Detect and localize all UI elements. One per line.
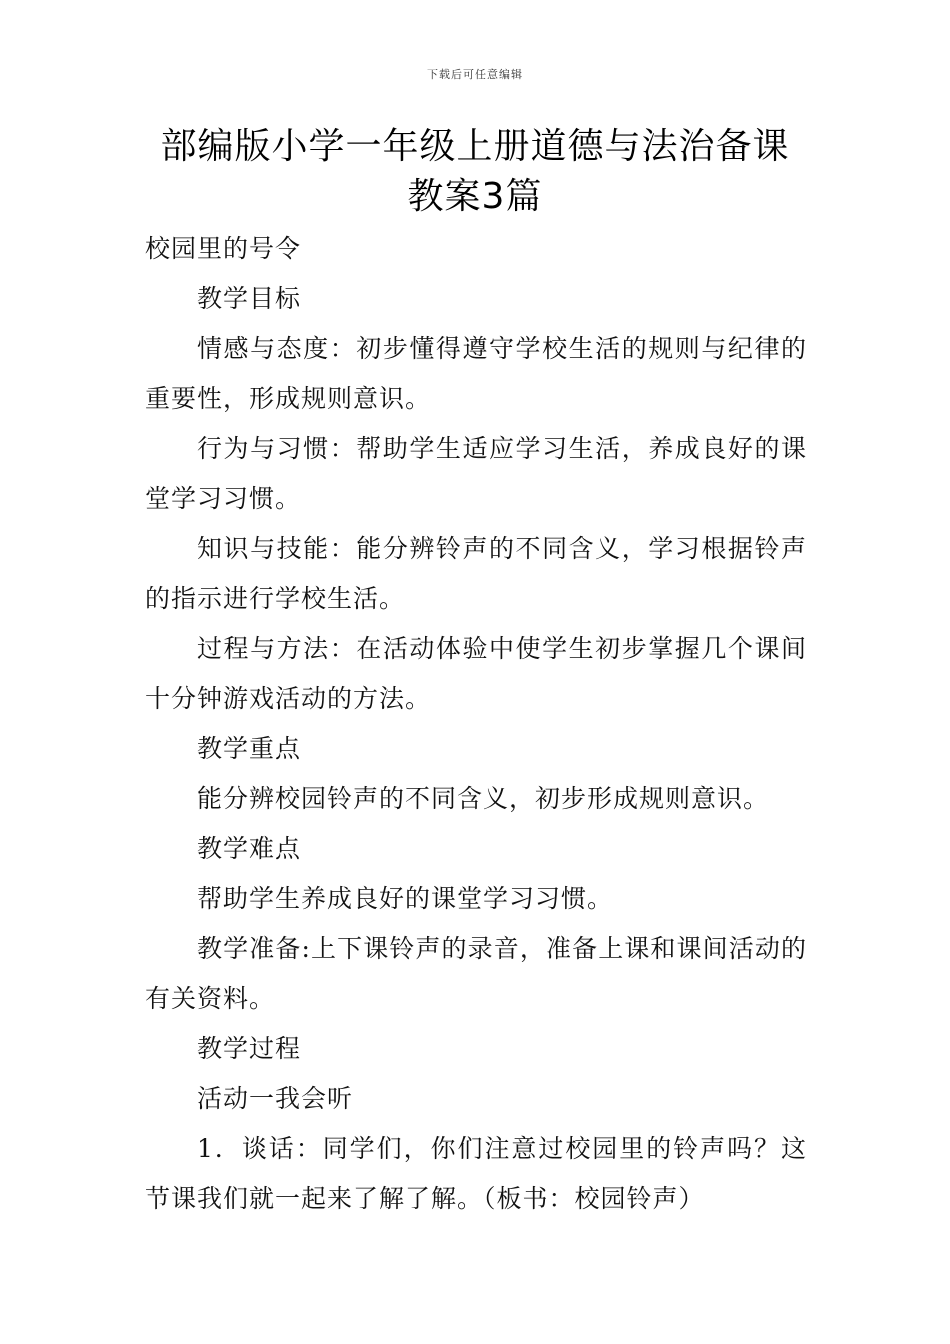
heading-teaching-goals: 教学目标 <box>197 284 302 313</box>
heading-teaching-difficulty: 教学难点 <box>197 834 302 863</box>
paragraph-teaching-difficulty: 帮助学生养成良好的课堂学习习惯。 <box>197 884 614 913</box>
heading-activity-one: 活动一我会听 <box>197 1084 354 1113</box>
heading-teaching-process: 教学过程 <box>197 1034 302 1063</box>
paragraph-teaching-preparation: 教学准备:上下课铃声的录音，准备上课和课间活动的有关资料。 <box>145 934 807 1013</box>
paragraph-emotion-attitude: 情感与态度：初步懂得遵守学校生活的规则与纪律的重要性，形成规则意识。 <box>145 334 807 413</box>
section-heading-lesson: 校园里的号令 <box>145 234 302 263</box>
paragraph-step-one: 1．谈话：同学们，你们注意过校园里的铃声吗？这节课我们就一起来了解了解。（板书：校园铃声） <box>145 1134 807 1213</box>
page-header-note: 下载后可任意编辑 <box>427 68 523 81</box>
document-title: 部编版小学一年级上册道德与法治备课教案3篇 <box>160 126 790 217</box>
paragraph-knowledge-skills: 知识与技能：能分辨铃声的不同含义，学习根据铃声的指示进行学校生活。 <box>145 534 807 613</box>
heading-teaching-focus: 教学重点 <box>197 734 302 763</box>
paragraph-process-method: 过程与方法：在活动体验中使学生初步掌握几个课间十分钟游戏活动的方法。 <box>145 634 807 713</box>
document-body <box>145 224 807 1224</box>
paragraph-teaching-focus: 能分辨校园铃声的不同含义，初步形成规则意识。 <box>197 784 770 813</box>
paragraph-behavior-habits: 行为与习惯：帮助学生适应学习生活，养成良好的课堂学习习惯。 <box>145 434 807 513</box>
